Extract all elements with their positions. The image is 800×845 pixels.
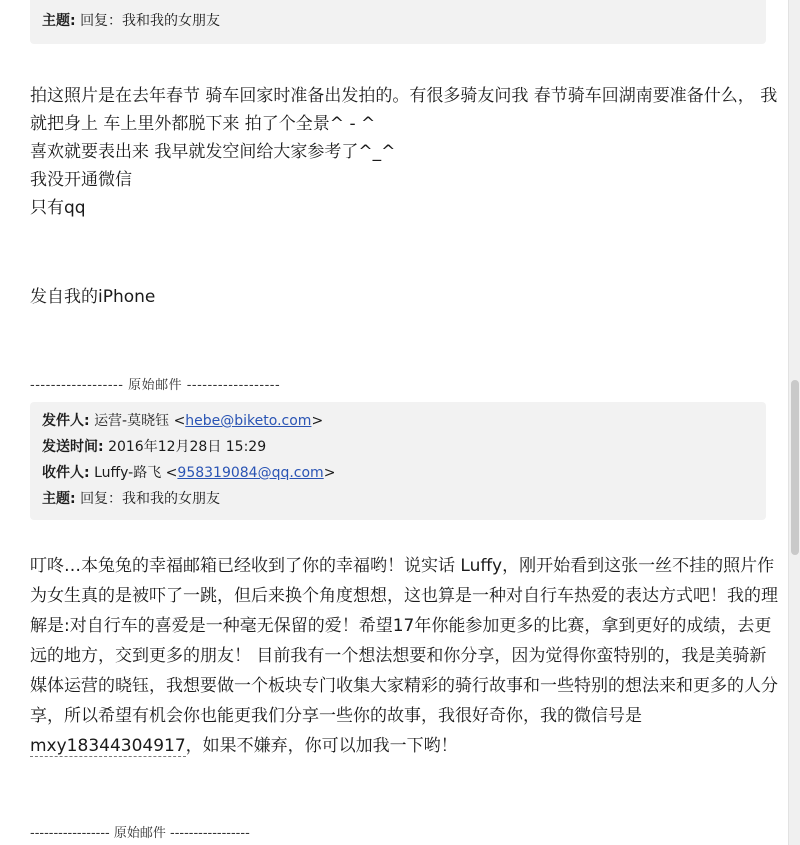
reply-line: 拍这照片是在去年春节 骑车回家时准备出发拍的。有很多骑友问我 春节骑车回湖南要准备什么， 我就把身上 车上里外都脱下来 拍了个全景^ - ^ (30, 86, 778, 134)
subject-label: 主题: (42, 13, 76, 29)
from-close: > (311, 413, 324, 429)
original-subject-label: 主题: (42, 491, 76, 507)
original-header-box (30, 402, 766, 520)
wechat-id: mxy18344304917 (30, 736, 186, 756)
to-label: 收件人: (42, 465, 90, 481)
original-body-text: 叮咚…本兔兔的幸福邮箱已经收到了你的幸福哟！说实话 Luffy，刚开始看到这张一丝不挂的照片作为女生真的是被吓了一跳，但后来换个角度想想，这也算是一种对自行车热爱的表达方式吧！我的理解是:对自行车的喜爱是一种毫无保留的爱！希望17年你能参加更多的比赛，拿到更好的成绩，去更远的地方，交到更多的朋友！ 目前我有一个想法想要和你分享，因为觉得你蛮特别的，我是美骑新媒体运营的晓钰，我想要做一个板块专门收集大家精彩的骑行故事和一些特别的想法来和更多的人分享，所以希望有机会你也能更我们分享一些你的故事，我很好奇你，我的微信号是 (30, 556, 778, 726)
original-subject-line (42, 486, 754, 512)
vertical-scrollbar[interactable] (788, 0, 800, 845)
signature: 发自我的iPhone (30, 287, 156, 307)
to-name: Luffy-路飞 < (94, 465, 178, 481)
sent-value: 2016年12月28日 15:29 (108, 439, 267, 455)
sent-line (42, 434, 754, 460)
second-original-divider: ----------------- 原始邮件 ----------------- (30, 826, 250, 841)
original-body-text-end: ，如果不嫌弃，你可以加我一下哟！ (185, 736, 458, 756)
from-line (42, 408, 754, 434)
from-label: 发件人: (42, 413, 90, 429)
top-header-box (30, 0, 766, 44)
top-subject-line (42, 8, 754, 34)
to-line (42, 460, 754, 486)
reply-line: 喜欢就要表出来 我早就发空间给大家参考了^_^ (30, 142, 396, 162)
original-body (30, 551, 778, 761)
from-email-link[interactable]: hebe@biketo.com (185, 413, 312, 429)
from-name: 运营-莫晓钰 < (94, 413, 186, 429)
reply-line: 只有qq (30, 198, 86, 218)
original-subject-value: 回复：我和我的女朋友 (80, 491, 221, 507)
reply-body (30, 82, 778, 222)
to-close: > (323, 465, 336, 481)
to-email-link[interactable]: 958319084@qq.com (177, 465, 324, 481)
subject-value: 回复：我和我的女朋友 (80, 13, 221, 29)
reply-line: 我没开通微信 (30, 170, 132, 190)
sent-label: 发送时间: (42, 439, 104, 455)
scrollbar-thumb[interactable] (791, 380, 799, 555)
original-mail-divider: ------------------ 原始邮件 ------------------ (30, 378, 281, 393)
